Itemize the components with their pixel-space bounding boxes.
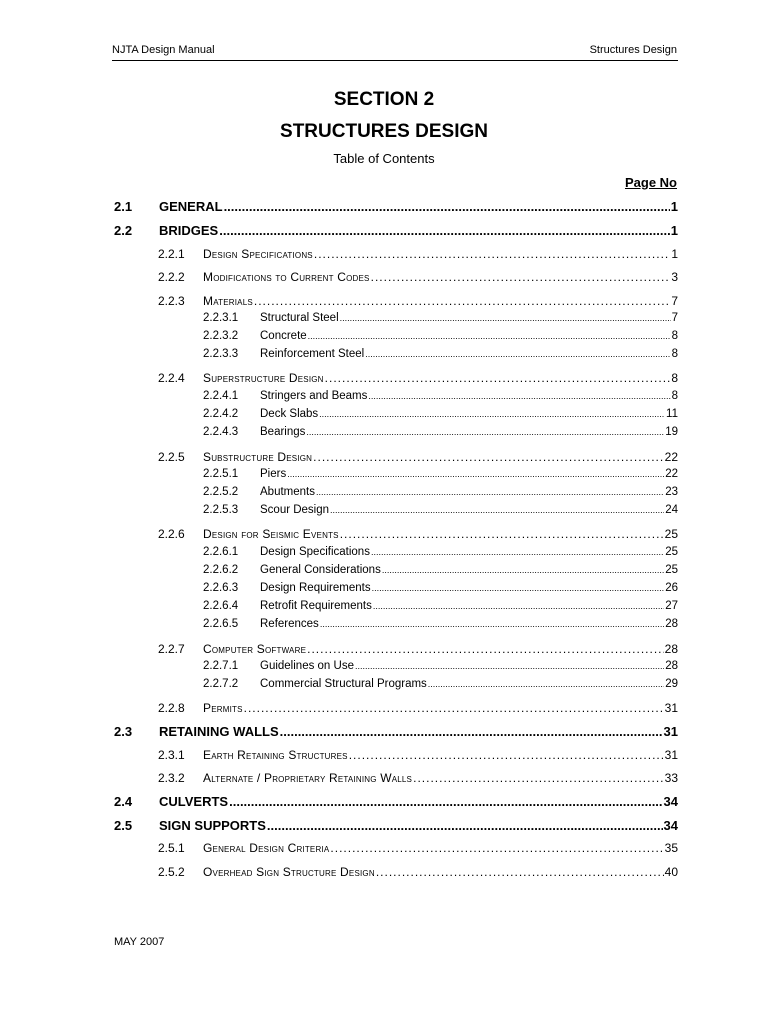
toc-entry[interactable] [203,546,678,558]
toc-entry-page: 25 [665,564,678,576]
toc-entry-title: Deck Slabs [260,408,319,420]
dot-leader [319,409,665,419]
toc-entry[interactable] [114,794,678,809]
toc-entry-number: 2.2.7.1 [203,660,239,672]
toc-entry-page: 22 [665,468,678,480]
toc-entry-title: Design for Seismic Events [203,527,339,541]
toc-entry[interactable] [203,678,678,690]
toc-entry-number: 2.2.5.3 [203,504,239,516]
toc-entry-page: 26 [665,582,678,594]
toc-entry-page: 29 [665,678,678,690]
dot-leader [340,527,664,541]
toc-entry-page: 33 [664,771,678,785]
toc-entry-page: 31 [664,701,678,715]
running-header [112,44,677,60]
dot-leader [413,771,664,785]
toc-entry-title: General Design Criteria [203,841,330,855]
toc-entry-number: 2.2.4.1 [203,390,239,402]
dot-leader [355,661,664,671]
toc-entry-title: Commercial Structural Programs [260,678,427,690]
toc-entry[interactable] [203,618,678,630]
toc-entry-page: 8 [671,348,678,360]
toc-entry-number: 2.5.2 [158,865,185,879]
toc-entry-title: Reinforcement Steel [260,348,365,360]
toc-entry[interactable] [158,247,678,261]
toc-entry-number: 2.5 [114,818,133,833]
toc-entry[interactable] [203,504,678,516]
toc-entry-number: 2.2.3 [158,294,185,308]
toc-entry[interactable] [158,294,678,308]
toc-entry-page: 25 [665,546,678,558]
toc-entry-number: 2.2.4 [158,371,185,385]
toc-entry[interactable] [203,564,678,576]
toc-entry-title: Stringers and Beams [260,390,368,402]
toc-caption: Table of Contents [333,151,435,166]
toc-entry-number: 2.2.6.2 [203,564,239,576]
dot-leader [307,642,664,656]
toc-entry-title: Earth Retaining Structures [203,748,348,762]
toc-entry-page: 28 [664,642,678,656]
toc-entry-number: 2.2.6 [158,527,185,541]
toc-entry[interactable] [203,426,678,438]
toc-entry-title: Substructure Design [203,450,313,464]
section-title: STRUCTURES DESIGN [280,121,488,142]
toc-entry-number: 2.2.4.3 [203,426,239,438]
toc-entry-number: 2.2.6.3 [203,582,239,594]
section-number: SECTION 2 [333,89,435,110]
toc-entry[interactable] [203,408,678,420]
toc-entry-number: 2.3.1 [158,748,185,762]
toc-entry-number: 2.4 [114,794,133,809]
dot-leader [330,505,664,515]
toc-entry-number: 2.2.5 [158,450,185,464]
toc-entry-page: 11 [666,408,678,420]
toc-entry-number: 2.2.6.1 [203,546,239,558]
toc-entry-page: 31 [664,748,678,762]
toc-entry-title: Design Specifications [203,247,313,261]
toc-entry-page: 1 [671,247,678,261]
dot-leader [280,724,663,739]
toc-entry[interactable] [158,701,678,715]
toc-entry-page: 22 [664,450,678,464]
dot-leader [314,247,670,261]
toc-entry-number: 2.2.8 [158,701,185,715]
dot-leader [372,583,665,593]
toc-entry-number: 2.2.4.2 [203,408,239,420]
toc-entry-title: Design Specifications [260,546,370,558]
dot-leader [313,450,663,464]
dot-leader [325,371,671,385]
toc-entry-page: 3 [671,270,678,284]
toc-entry[interactable] [203,330,678,342]
dot-leader [224,199,670,214]
footer-date: MAY 2007 [114,936,165,948]
toc-entry-page: 28 [665,660,678,672]
toc-entry-title: Abutments [260,486,315,498]
dot-leader [316,487,664,497]
toc-entry[interactable] [158,642,678,656]
dot-leader [229,794,662,809]
toc-entry-number: 2.3 [114,724,133,739]
header-chapter-title: Structures Design [589,44,677,56]
toc-entry-page: 1 [670,223,678,238]
toc-entry-title: BRIDGES [159,223,219,238]
toc-entry-number: 2.2.7.2 [203,678,239,690]
toc-entry-title: Modifications to Current Codes [203,270,370,284]
toc-entry-title: Retrofit Requirements [260,600,372,612]
toc-entry[interactable] [203,348,678,360]
toc-entry[interactable] [158,450,678,464]
toc-entry-title: Structural Steel [260,312,339,324]
toc-entry-page: 19 [665,426,678,438]
toc-entry-page: 34 [663,794,678,809]
toc-entry-title: Permits [203,701,243,715]
toc-entry-title: RETAINING WALLS [159,724,279,739]
header-rule [112,60,678,61]
toc-entry-page: 7 [671,294,678,308]
toc-entry-number: 2.2.3.3 [203,348,239,360]
toc-entry-page: 27 [665,600,678,612]
toc-entry-number: 2.3.2 [158,771,185,785]
toc-entry-page: 8 [671,371,678,385]
toc-entry[interactable] [203,468,678,480]
dot-leader [371,270,671,284]
toc-entry-number: 2.2.3.2 [203,330,239,342]
dot-leader [287,469,664,479]
toc-entry-title: SIGN SUPPORTS [159,818,266,833]
toc-entry-page: 25 [664,527,678,541]
toc-entry[interactable] [203,582,678,594]
dot-leader [308,331,671,341]
dot-leader [320,619,664,629]
toc-entry-title: Concrete [260,330,307,342]
toc-entry-title: Bearings [260,426,306,438]
toc-entry-number: 2.2.1 [158,247,185,261]
toc-entry[interactable] [158,270,678,284]
toc-entry-page: 40 [664,865,678,879]
toc-entry-title: Guidelines on Use [260,660,354,672]
toc-entry-title: References [260,618,319,630]
toc-entry-number: 2.5.1 [158,841,185,855]
toc-entry-page: 8 [671,330,678,342]
dot-leader [371,547,664,557]
dot-leader [368,391,670,401]
toc-entry[interactable] [158,527,678,541]
toc-entry-page: 1 [670,199,678,214]
dot-leader [306,427,664,437]
toc-entry-page: 28 [665,618,678,630]
dot-leader [244,701,664,715]
toc-entry[interactable] [114,818,678,833]
toc-entry-page: 31 [663,724,678,739]
toc-entry-number: 2.2 [114,223,133,238]
toc-entry-page: 8 [671,390,678,402]
dot-leader [365,349,670,359]
toc-entry-title: Scour Design [260,504,330,516]
toc-entry-number: 2.2.2 [158,270,185,284]
toc-entry-page: 35 [664,841,678,855]
toc-entry-number: 2.2.6.4 [203,600,239,612]
toc-entry-number: 2.2.6.5 [203,618,239,630]
toc-entry-page: 24 [665,504,678,516]
toc-entry[interactable] [114,223,678,238]
toc-entry[interactable] [203,486,678,498]
toc-entry-number: 2.2.5.2 [203,486,239,498]
toc-entry-title: Computer Software [203,642,307,656]
dot-leader [254,294,670,308]
toc-entry-number: 2.2.3.1 [203,312,239,324]
toc-entry[interactable] [114,199,678,214]
toc-entry[interactable] [158,771,678,785]
dot-leader [349,748,664,762]
dot-leader [428,679,664,689]
dot-leader [340,313,671,323]
toc-entry-title: Piers [260,468,287,480]
toc-entry-number: 2.1 [114,199,133,214]
header-manual-title: NJTA Design Manual [112,44,215,56]
toc-entry-title: Materials [203,294,253,308]
toc-entry[interactable] [158,841,678,855]
toc-entry-title: Design Requirements [260,582,371,594]
toc-entry[interactable] [203,600,678,612]
toc-entry[interactable] [203,312,678,324]
toc-entry[interactable] [203,390,678,402]
toc-entry-page: 7 [671,312,678,324]
toc-entry-title: General Considerations [260,564,381,576]
toc-entry[interactable] [158,371,678,385]
toc-entry[interactable] [158,748,678,762]
dot-leader [219,223,670,238]
toc-entry[interactable] [158,865,678,879]
toc-entry-page: 23 [665,486,678,498]
dot-leader [376,865,664,879]
toc-entry-page: 34 [663,818,678,833]
toc-entry-number: 2.2.7 [158,642,185,656]
dot-leader [330,841,663,855]
toc-entry[interactable] [114,724,678,739]
toc-entry-title: Superstructure Design [203,371,324,385]
dot-leader [382,565,664,575]
toc-entry-title: Overhead Sign Structure Design [203,865,375,879]
toc-entry-title: GENERAL [159,199,223,214]
dot-leader [373,601,664,611]
page-no-heading: Page No [624,175,677,190]
toc-entry[interactable] [203,660,678,672]
toc-entry-title: Alternate / Proprietary Retaining Walls [203,771,413,785]
dot-leader [267,818,663,833]
toc-entry-title: CULVERTS [159,794,229,809]
toc-entry-number: 2.2.5.1 [203,468,239,480]
